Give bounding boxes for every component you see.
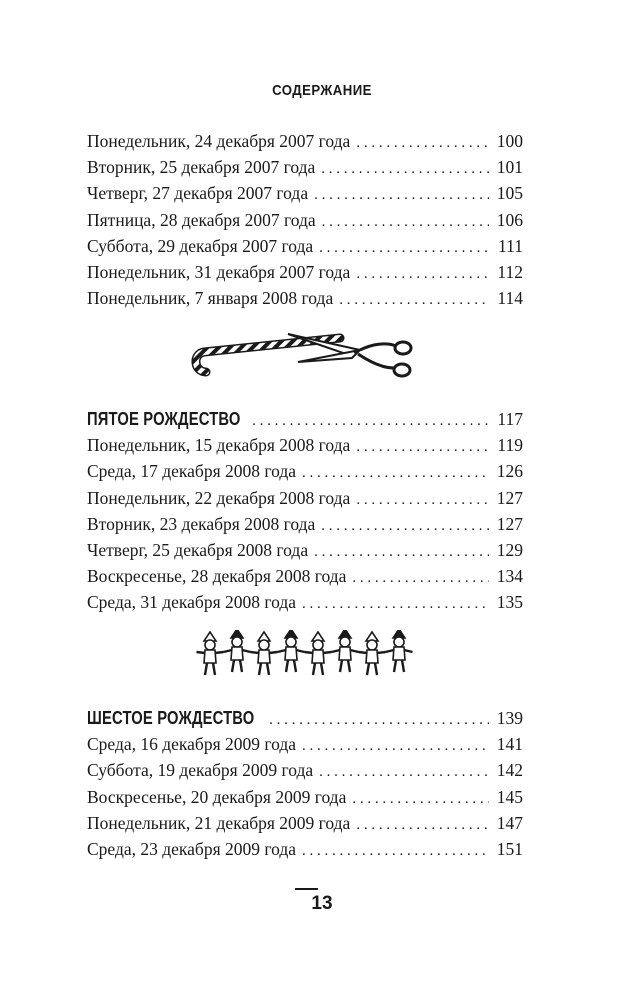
dot-leader <box>302 591 489 617</box>
toc-entry-page: 111 <box>498 235 523 256</box>
dot-leader <box>302 733 489 759</box>
toc-entry-title: Среда, 31 декабря 2008 года <box>87 592 297 613</box>
toc-entry-page: 112 <box>497 261 523 282</box>
toc-entry-title: Среда, 23 декабря 2009 года <box>87 838 297 859</box>
toc-entry-page: 151 <box>496 838 523 859</box>
dot-leader <box>319 759 489 785</box>
toc-entry-page: 100 <box>496 131 523 151</box>
dot-leader <box>252 408 489 434</box>
toc-entry[interactable] <box>87 511 523 537</box>
toc-entry[interactable] <box>87 589 523 615</box>
dot-leader <box>314 539 489 565</box>
toc-entry-page: 119 <box>497 435 523 456</box>
dot-leader <box>302 460 489 486</box>
section-title: ПЯТОЕ РОЖДЕСТВО <box>87 409 241 429</box>
section-title: ШЕСТОЕ РОЖДЕСТВО <box>87 708 255 728</box>
toc-entry-title: Вторник, 25 декабря 2007 года <box>87 157 316 178</box>
toc-entry[interactable] <box>87 128 523 154</box>
paper-doll-figure <box>224 630 251 672</box>
toc-entry-title: Среда, 16 декабря 2009 года <box>87 734 297 755</box>
toc-entry-title: Пятница, 28 декабря 2007 года <box>87 209 316 230</box>
toc-entry-title: Понедельник, 24 декабря 2007 года <box>87 131 351 151</box>
paper-doll-figure <box>332 630 359 672</box>
toc-entry-page: 105 <box>496 183 523 204</box>
toc-entry-page: 101 <box>496 157 523 178</box>
candy-cane-scissors-icon <box>190 328 418 380</box>
dot-leader <box>302 838 489 864</box>
toc-entry-title: Понедельник, 21 декабря 2009 года <box>87 812 351 833</box>
toc-entry-title: Понедельник, 15 декабря 2008 года <box>87 435 351 456</box>
toc-entry[interactable] <box>87 207 523 233</box>
toc-entry-page: 142 <box>496 760 523 781</box>
toc-entry-page: 129 <box>496 539 523 560</box>
toc-entry-title: Понедельник, 22 декабря 2008 года <box>87 487 351 508</box>
toc-entry[interactable] <box>87 485 523 511</box>
toc-section-heading[interactable] <box>87 705 523 731</box>
toc-entry-page: 126 <box>496 461 523 482</box>
dot-leader <box>356 130 489 156</box>
toc-entry-title: Понедельник, 31 декабря 2007 года <box>87 261 351 282</box>
toc-entry-title: Воскресенье, 20 декабря 2009 года <box>87 786 347 807</box>
paper-doll-figure <box>386 630 413 672</box>
folio-rule <box>295 888 318 890</box>
toc-entry-title: Среда, 17 декабря 2008 года <box>87 461 297 482</box>
dot-leader <box>356 434 489 460</box>
toc-entry-title: Понедельник, 7 января 2008 года <box>87 288 334 309</box>
toc-entry[interactable] <box>87 285 523 311</box>
toc-entry[interactable] <box>87 731 523 757</box>
paper-doll-chain-icon <box>196 630 416 678</box>
dot-leader <box>356 812 489 838</box>
dot-leader <box>319 235 489 261</box>
toc-section-heading[interactable] <box>87 406 523 432</box>
toc-entry-title: Суббота, 29 декабря 2007 года <box>87 235 314 256</box>
dot-leader <box>356 261 489 287</box>
toc-entry-title: Четверг, 25 декабря 2008 года <box>87 539 309 560</box>
toc-entry-title: Вторник, 23 декабря 2008 года <box>87 513 316 534</box>
toc-entry[interactable] <box>87 432 523 458</box>
toc-section-5 <box>87 406 523 616</box>
toc-entry[interactable] <box>87 563 523 589</box>
dot-leader <box>314 182 489 208</box>
paper-doll-figure <box>305 632 332 675</box>
dot-leader <box>356 487 489 513</box>
toc-entry-page: 106 <box>496 209 523 230</box>
toc-entry-page: 127 <box>496 487 523 508</box>
paper-doll-figure <box>359 632 386 675</box>
toc-entry-page: 145 <box>496 786 523 807</box>
page-header-title: СОДЕРЖАНИЕ <box>272 82 372 99</box>
toc-entry-page: 134 <box>496 566 523 587</box>
toc-entry-page: 127 <box>496 513 523 534</box>
dot-leader <box>352 565 489 591</box>
page-number: 13 <box>311 893 333 914</box>
paper-doll-figure <box>197 632 224 675</box>
dot-leader <box>321 156 489 182</box>
dot-leader <box>322 209 489 235</box>
paper-doll-figure <box>251 632 278 675</box>
toc-entry-title: Четверг, 27 декабря 2007 года <box>87 183 309 204</box>
toc-entry-title: Воскресенье, 28 декабря 2008 года <box>87 566 347 587</box>
toc-entry-page: 147 <box>496 812 523 833</box>
toc-entry[interactable] <box>87 784 523 810</box>
toc-entry[interactable] <box>87 810 523 836</box>
dot-leader <box>269 707 489 733</box>
toc-entry[interactable] <box>87 757 523 783</box>
dot-leader <box>352 786 489 812</box>
toc-entry[interactable] <box>87 233 523 259</box>
toc-entry[interactable] <box>87 259 523 285</box>
dot-leader <box>321 513 489 539</box>
toc-group-1 <box>87 128 523 311</box>
toc-entry-page: 141 <box>496 734 523 755</box>
section-page: 139 <box>496 708 523 728</box>
dot-leader <box>339 287 489 313</box>
toc-section-6 <box>87 705 523 862</box>
toc-entry[interactable] <box>87 537 523 563</box>
toc-entry[interactable] <box>87 154 523 180</box>
toc-entry-title: Суббота, 19 декабря 2009 года <box>87 760 314 781</box>
section-page: 117 <box>497 409 523 429</box>
toc-entry-page: 135 <box>496 592 523 613</box>
paper-doll-figure <box>278 630 305 672</box>
toc-entry[interactable] <box>87 836 523 862</box>
toc-entry[interactable] <box>87 458 523 484</box>
toc-entry[interactable] <box>87 180 523 206</box>
toc-entry-page: 114 <box>497 288 523 309</box>
